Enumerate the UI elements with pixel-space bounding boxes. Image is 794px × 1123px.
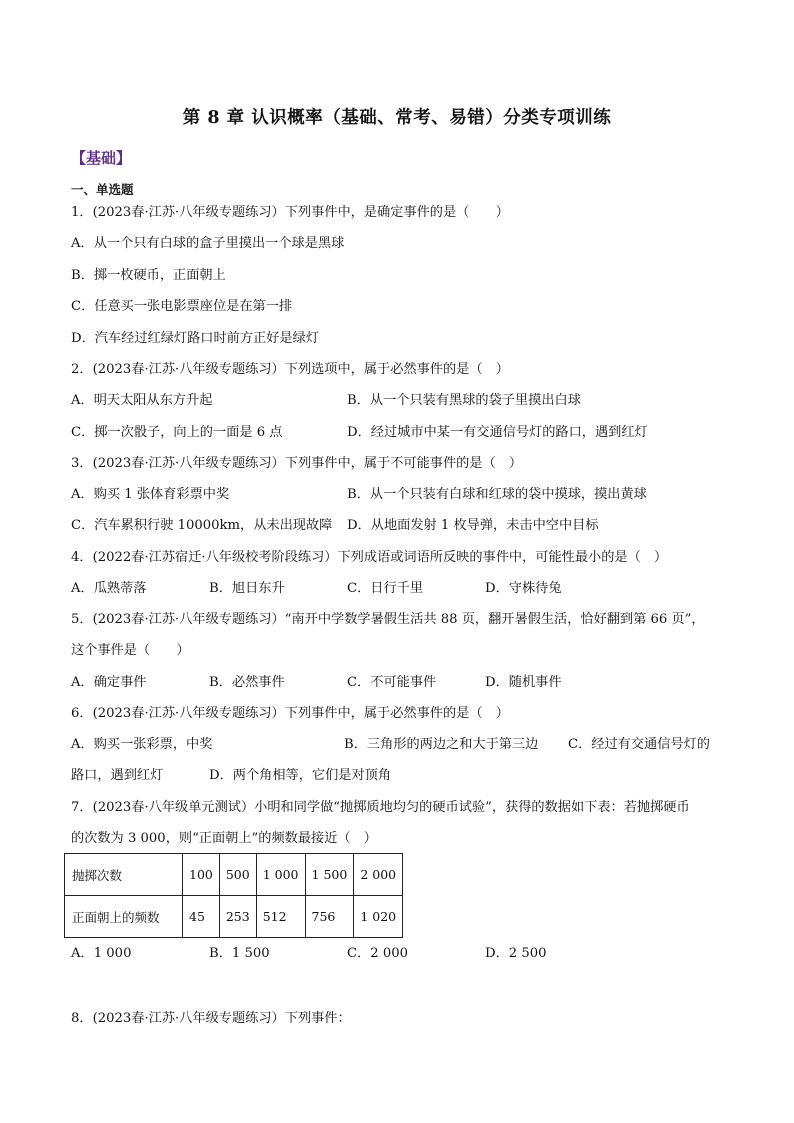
question-3-stem: 3．(2023春·江苏·八年级专题练习）下列事件中，属于不可能事件的是（ ） <box>71 456 523 471</box>
table-cell: 1 000 <box>256 854 305 896</box>
table-cell: 1 020 <box>354 896 403 938</box>
question-7-option-d: D．2 500 <box>485 946 547 961</box>
question-6-option-b: B．三角形的两边之和大于第三边 <box>344 737 539 752</box>
table-row <box>65 896 403 938</box>
question-2-option-a: A．明天太阳从东方升起 <box>71 393 213 408</box>
table-cell: 45 <box>183 896 220 938</box>
question-2-option-b: B．从一个只装有黑球的袋子里摸出白球 <box>347 393 581 408</box>
page-title: 第 8 章 认识概率（基础、常考、易错）分类专项训练 <box>182 108 612 128</box>
table-cell: 1 500 <box>305 854 354 896</box>
question-7-stem-line2: 的次数为 3 000，则“正面朝上”的频数最接近（ ） <box>71 831 377 846</box>
question-3-option-a: A．购买 1 张体育彩票中奖 <box>71 487 230 502</box>
table-row <box>65 854 403 896</box>
coin-toss-table <box>64 853 403 938</box>
question-6-option-c-continued: 路口，遇到红灯 <box>71 768 164 783</box>
table-cell: 100 <box>183 854 220 896</box>
question-1-option-a: A．从一个只有白球的盒子里摸出一个球是黑球 <box>71 236 345 251</box>
table-cell: 500 <box>219 854 256 896</box>
question-3-option-d: D．从地面发射 1 枚导弹，未击中空中目标 <box>347 518 599 533</box>
section-tag-basic: 【基础】 <box>71 149 132 167</box>
question-5-option-c: C．不可能事件 <box>347 675 437 690</box>
table-cell: 756 <box>305 896 354 938</box>
section-heading: 一、单选题 <box>71 182 134 197</box>
question-1-option-b: B．掷一枚硬币，正面朝上 <box>71 268 226 283</box>
question-5-option-b: B．必然事件 <box>209 675 285 690</box>
question-6-option-c: C．经过有交通信号灯的 <box>568 737 710 752</box>
question-7-option-a: A．1 000 <box>71 946 132 961</box>
question-4-option-c: C．日行千里 <box>347 581 424 596</box>
question-2-option-c: C．掷一次骰子，向上的一面是 6 点 <box>71 425 283 440</box>
question-8-stem: 8．(2023春·江苏·八年级专题练习）下列事件： <box>71 1011 351 1026</box>
question-4-stem: 4．(2022春·江苏宿迁·八年级校考阶段练习）下列成语或词语所反映的事件中，可能性最小的是（ ） <box>71 550 668 565</box>
table-cell: 512 <box>256 896 305 938</box>
table-cell: 2 000 <box>354 854 403 896</box>
question-7-option-b: B．1 500 <box>209 946 270 961</box>
question-4-option-b: B．旭日东升 <box>209 581 285 596</box>
question-6-stem: 6．(2023春·江苏·八年级专题练习）下列事件中，属于必然事件的是（ ） <box>71 706 509 721</box>
question-4-option-d: D．守株待兔 <box>485 581 562 596</box>
question-7-stem-line1: 7．(2023春·八年级单元测试）小明和同学做“抛掷质地均匀的硬币试验”，获得的数据如下表：若抛掷硬币 <box>71 800 690 815</box>
question-4-option-a: A．瓜熟蒂落 <box>71 581 147 596</box>
question-7-option-c: C．2 000 <box>347 946 409 961</box>
table-cell: 抛掷次数 <box>65 854 183 896</box>
question-1-option-d: D．汽车经过红绿灯路口时前方正好是绿灯 <box>71 331 319 346</box>
question-6-option-d: D．两个角相等，它们是对顶角 <box>209 768 392 783</box>
question-3-option-c: C．汽车累积行驶 10000km，从未出现故障 <box>71 518 333 533</box>
question-1-stem: 1．(2023春·江苏·八年级专题练习）下列事件中，是确定事件的是（ ） <box>71 205 509 220</box>
question-5-stem-line2: 这个事件是（ ） <box>71 643 190 658</box>
table-cell: 正面朝上的频数 <box>65 896 183 938</box>
question-5-option-a: A．确定事件 <box>71 675 147 690</box>
question-5-stem-line1: 5．(2023春·江苏·八年级专题练习）“南开中学数学暑假生活共 88 页，翻开暑假生活，恰好翻到第 66 页”， <box>71 612 705 627</box>
question-2-option-d: D．经过城市中某一有交通信号灯的路口，遇到红灯 <box>347 425 648 440</box>
question-2-stem: 2．(2023春·江苏·八年级专题练习）下列选项中，属于必然事件的是（ ） <box>71 362 509 377</box>
question-5-option-d: D．随机事件 <box>485 675 562 690</box>
question-6-option-a: A．购买一张彩票，中奖 <box>71 737 213 752</box>
question-1-option-c: C．任意买一张电影票座位是在第一排 <box>71 299 293 314</box>
table-cell: 253 <box>219 896 256 938</box>
question-3-option-b: B．从一个只装有白球和红球的袋中摸球，摸出黄球 <box>347 487 647 502</box>
